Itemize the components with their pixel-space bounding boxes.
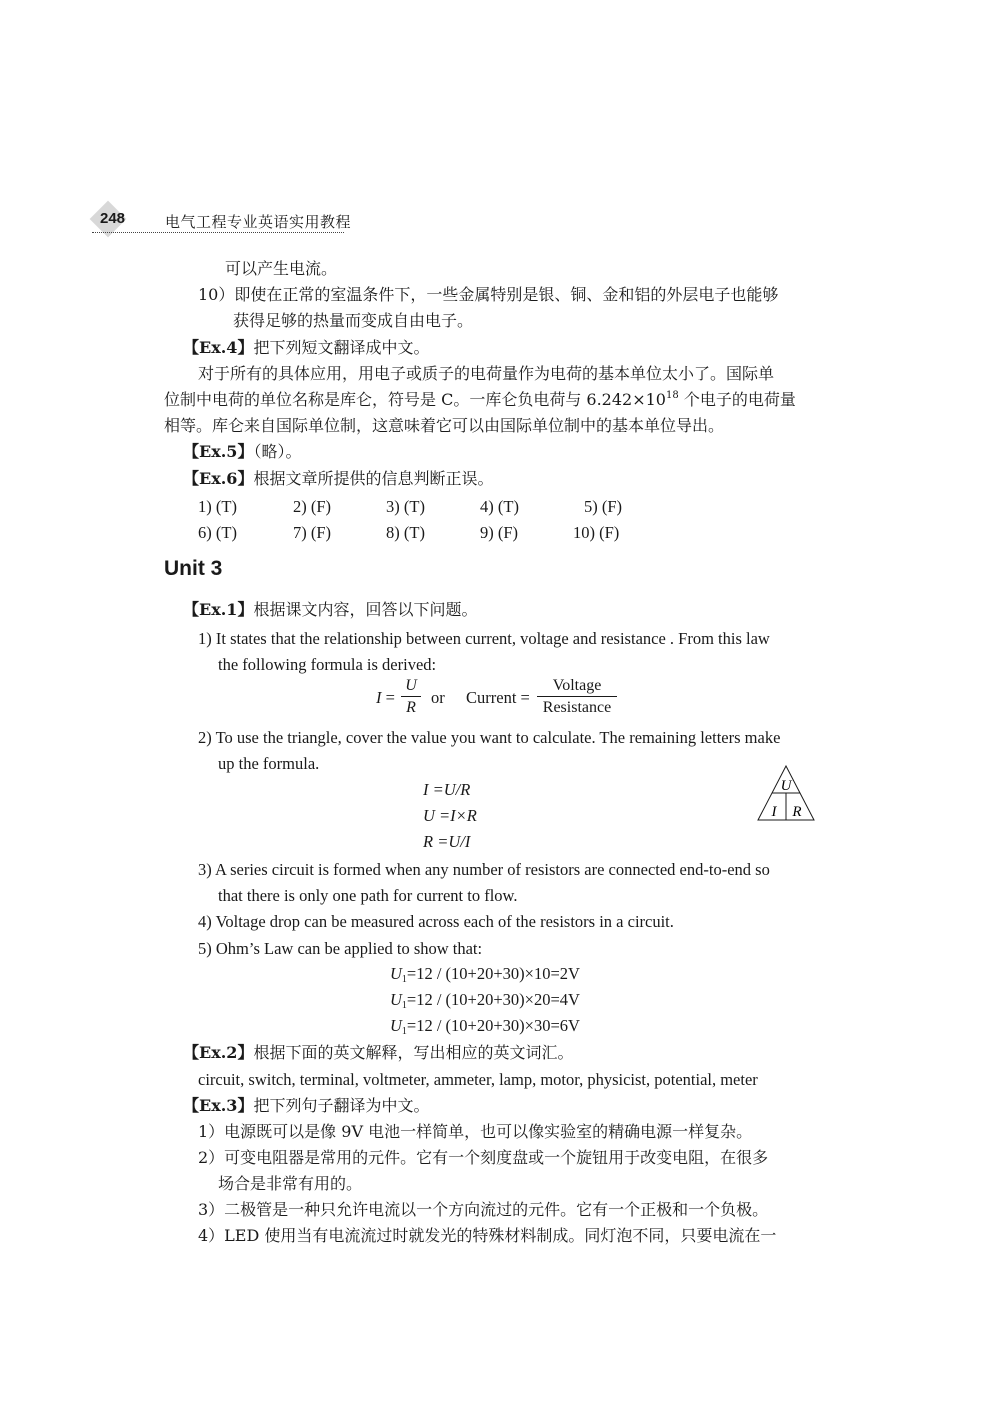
ex6-title: 根据文章所提供的信息判断正误。: [253, 469, 494, 488]
answer5: 5) Ohm’s Law can be applied to show that:: [198, 939, 483, 958]
ex6-answer-7: 7) (F): [293, 523, 332, 542]
answer2-line1: 2) To use the triangle, cover the value you want to calculate. The remaining letters make: [198, 728, 781, 747]
sentence-1: 1）电源既可以是像 9V 电池一样简单，也可以像实验室的精确电源一样复杂。: [198, 1122, 753, 1141]
formula-lhs-equals: =: [381, 688, 395, 707]
formula-r: R =U/I: [423, 832, 471, 851]
ex4-label: 【Ex.4】: [183, 338, 254, 357]
formula-word-lhs: Current =: [466, 688, 530, 707]
voltage-eq-1-text: =12 / (10+20+30)×10=2V: [406, 964, 580, 983]
book-title: 电气工程专业英语实用教程: [165, 213, 352, 231]
u3-ex3-label: 【Ex.3】: [183, 1096, 254, 1115]
u3-ex3-heading: [183, 1096, 429, 1116]
sentence-2-line2: 场合是非常有用的。: [218, 1174, 363, 1193]
item9-continuation: 可以产生电流。: [225, 259, 338, 278]
ex4-line2-a: 位制中电荷的单位名称是库仑，符号是 C。一库仑负电荷与 6.242×10: [164, 390, 666, 409]
ex6-answer-9: 9) (F): [480, 523, 519, 542]
ex4-exponent: 18: [666, 390, 679, 401]
ex6-answer-5: 5) (F): [584, 497, 623, 516]
fraction-voltage-over-resistance: [537, 676, 617, 717]
ex4-line2-b: 个电子的电荷量: [678, 390, 796, 409]
ex4-line2: [164, 390, 796, 410]
fraction-denominator-r: R: [406, 699, 416, 716]
ex6-answer-10: 10) (F): [573, 523, 620, 542]
ex6-label: 【Ex.6】: [183, 469, 254, 488]
ohms-law-triangle: [755, 764, 817, 824]
voltage-symbol: U: [390, 990, 402, 1009]
triangle-u: U: [780, 778, 792, 794]
answer3-line2: that there is only one path for current to flow.: [218, 886, 518, 905]
ex5-heading: [183, 442, 301, 462]
u3-ex1-label: 【Ex.1】: [183, 600, 254, 619]
ex6-answer-6: 6) (T): [198, 523, 237, 542]
ex4-title: 把下列短文翻译成中文。: [253, 338, 430, 357]
item10-line1: 10）即使在正常的室温条件下，一些金属特别是银、铜、金和铝的外层电子也能够: [198, 285, 779, 304]
voltage-eq-3: [390, 1016, 580, 1036]
u3-ex2-heading: [183, 1043, 573, 1063]
fraction-bar: [537, 696, 617, 697]
triangle-i: I: [771, 804, 777, 820]
formula-u: U =I×R: [423, 806, 477, 825]
ex5-text: （略）。: [253, 442, 302, 461]
ex4-line3: 相等。库仑来自国际单位制，这意味着它可以由国际单位制中的基本单位导出。: [164, 416, 725, 435]
answer1-line1: 1) It states that the relationship between current, voltage and resistance . From this law: [198, 629, 770, 648]
sentence-4: 4）LED 使用当有电流流过时就发光的特殊材料制成。同灯泡不同，只要电流在一: [198, 1226, 777, 1245]
unit-heading: Unit 3: [164, 557, 223, 580]
u3-ex2-title: 根据下面的英文解释，写出相应的英文词汇。: [253, 1043, 574, 1062]
voltage-eq-3-text: =12 / (10+20+30)×30=6V: [406, 1016, 580, 1035]
u3-ex2-label: 【Ex.2】: [183, 1043, 254, 1062]
sentence-2-line1: 2）可变电阻器是常用的元件。它有一个刻度盘或一个旋钮用于改变电阻，在很多: [198, 1148, 769, 1167]
ex6-heading: [183, 469, 493, 489]
voltage-eq-2: [390, 990, 580, 1010]
fraction-u-over-r: [401, 676, 421, 717]
ex4-heading: [183, 338, 429, 358]
u3-ex1-heading: [183, 600, 477, 620]
u3-ex2-words: circuit, switch, terminal, voltmeter, ammeter, lamp, motor, physicist, potential, meter: [198, 1070, 758, 1089]
page-number: 248: [100, 210, 126, 227]
answer1-line2: the following formula is derived:: [218, 655, 437, 674]
voltage-eq-1: [390, 964, 580, 984]
answer2-line2: up the formula.: [218, 754, 320, 773]
formula-lhs: [376, 688, 395, 708]
ex6-answer-1: 1) (T): [198, 497, 237, 516]
triangle-r: R: [792, 804, 802, 820]
voltage-subscript: 1: [401, 1000, 407, 1011]
voltage-subscript: 1: [401, 1026, 407, 1037]
item10-line2: 获得足够的热量而变成自由电子。: [233, 311, 474, 330]
sentence-3: 3）二极管是一种只允许电流以一个方向流过的元件。它有一个正极和一个负极。: [198, 1200, 769, 1219]
voltage-subscript: 1: [401, 974, 407, 985]
ex6-answer-3: 3) (T): [386, 497, 425, 516]
ex5-label: 【Ex.5】: [183, 442, 254, 461]
u3-ex3-title: 把下列句子翻译为中文。: [253, 1096, 430, 1115]
fraction-numerator-voltage: Voltage: [552, 677, 602, 694]
answer3-line1: 3) A series circuit is formed when any number of resistors are connected end-to-end so: [198, 860, 770, 879]
formula-or: or: [431, 688, 445, 707]
voltage-symbol: U: [390, 964, 402, 983]
formula-lhs-symbol: I: [376, 688, 382, 707]
ex4-line1: 对于所有的具体应用，用电子或质子的电荷量作为电荷的基本单位太小了。国际单: [198, 364, 775, 383]
voltage-symbol: U: [390, 1016, 402, 1035]
voltage-eq-2-text: =12 / (10+20+30)×20=4V: [406, 990, 580, 1009]
ex6-answer-4: 4) (T): [480, 497, 519, 516]
formula-i: I =U/R: [423, 780, 471, 799]
fraction-denominator-resistance: Resistance: [542, 699, 612, 716]
header-rule: [92, 232, 344, 233]
ex6-answer-2: 2) (F): [293, 497, 332, 516]
answer4: 4) Voltage drop can be measured across each of the resistors in a circuit.: [198, 912, 674, 931]
fraction-bar: [401, 696, 421, 697]
fraction-numerator-u: U: [405, 677, 417, 694]
u3-ex1-title: 根据课文内容，回答以下问题。: [253, 600, 478, 619]
ex6-answer-8: 8) (T): [386, 523, 425, 542]
